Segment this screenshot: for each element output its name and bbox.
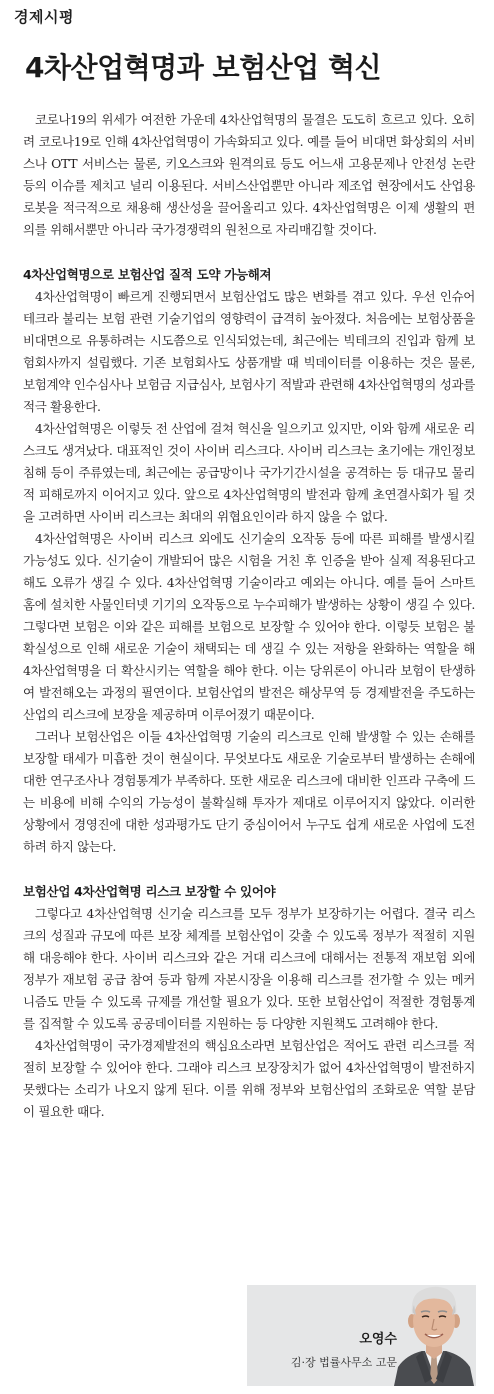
section1-paragraph-2: 4차산업혁명은 이렇듯 전 산업에 걸쳐 혁신을 일으키고 있지만, 이와 함께 새로운 리스크도 생겨났다. 대표적인 것이 사이버 리스크다. 사이버 리스크는 초기에는 개인정보침해 등이 주류였는데, 최근에는 공급망이나 국가기간시설을 공격하는 등 대규모 물리적 피해로까지 이어지고 있다. 앞으로 4차산업혁명의 발전과 함께 초연결사회가 될 것을 고려하면 사이버 리스크는 최대의 위협요인이라 하지 않을 수 없다.: [23, 421, 475, 524]
section-heading-2: 보험산업 4차산업혁명 리스크 보장할 수 있어야: [23, 884, 276, 899]
section-heading-1: 4차산업혁명으로 보험산업 질적 도약 가능해져: [23, 267, 272, 282]
section1-paragraph-4: 그러나 보험산업은 이들 4차산업혁명 기술의 리스크로 인해 발생할 수 있는 손해를 보장할 태세가 미흡한 것이 현실이다. 무엇보다도 새로운 기술로부터 발생하는 손해에 대한 연구조사나 경험통계가 부족하다. 또한 새로운 리스크에 대비한 인프라 구축에 드는 비용에 비해 수익의 가능성이 불확실해 투자가 제대로 이루어지지 않았다. 이러한 상황에서 경영진에 대한 성과평가도 단기 중심이어서 누구도 쉽게 새로운 사업에 도전하려 하지 않는다.: [23, 729, 475, 854]
author-title: 김·장 법률사무소 고문: [290, 1356, 397, 1369]
section2-paragraph-1: 그렇다고 4차산업혁명 신기술 리스크를 모두 정부가 보장하기는 어렵다. 결국 리스크의 성질과 규모에 따른 보장 체계를 보험산업이 갖출 수 있도록 정부가 적절히 지원해 대응해야 한다. 사이버 리스크와 같은 거대 리스크에 대해서는 전통적 재보험 외에 정부가 재보험 공급 참여 등과 함께 자본시장을 이용해 리스크를 전가할 수 있는 메커니즘도 만들 수 있도록 규제를 개선할 필요가 있다. 또한 보험산업이 적절한 경험통계를 집적할 수 있도록 공공데이터를 지원하는 등 다양한 지원책도 고려해야 한다.: [23, 906, 475, 1031]
article-body: [23, 109, 475, 1123]
column-label: 경제시평: [14, 8, 74, 26]
section1-paragraph-1: 4차산업혁명이 빠르게 진행되면서 보험산업도 많은 변화를 겪고 있다. 우선 인슈어테크라 불리는 보험 관련 기술기업의 영향력이 급격히 높아졌다. 처음에는 보험상품을 비대면으로 유통하려는 시도쯤으로 인식되었는데, 최근에는 빅테크의 진입과 함께 보험회사까지 설립했다. 기존 보험회사도 상품개발 때 빅데이터를 이용하는 것은 물론, 보험계약 인수심사나 보험금 지급심사, 보험사기 적발과 관련해 4차산업혁명의 성과를 적극 활용한다.: [23, 289, 475, 414]
section1-paragraph-3: 4차산업혁명은 사이버 리스크 외에도 신기술의 오작동 등에 따른 피해를 발생시킬 가능성도 있다. 신기술이 개발되어 많은 시험을 거친 후 인증을 받아 실제 적용된다고 해도 오류가 생길 수 있다. 4차산업혁명 기술이라고 예외는 아니다. 예를 들어 스마트홈에 설치한 사물인터넷 기기의 오작동으로 누수피해가 발생하는 상황이 생길 수 있다. 그렇다면 보험은 이와 같은 피해를 보험으로 보장할 수 있어야 한다. 이렇듯 보험은 불확실성으로 인해 새로운 기술이 채택되는 데 생길 수 있는 저항을 완화하는 역할을 해 4차산업혁명을 더 확산시키는 역할을 해야 한다. 이는 당위론이 아니라 보험이 탄생하여 발전해오는 과정의 필연이다. 보험산업의 발전은 해상무역 등 경제발전을 주도하는 산업의 리스크에 보장을 제공하며 이루어졌기 때문이다.: [23, 531, 475, 722]
intro-paragraph: 코로나19의 위세가 여전한 가운데 4차산업혁명의 물결은 도도히 흐르고 있다. 오히려 코로나19로 인해 4차산업혁명이 가속화되고 있다. 예를 들어 비대면 화상회의 서비스나 OTT 서비스는 물론, 키오스크와 원격의료 등도 어느새 고용문제나 안전성 논란 등의 이슈를 제치고 널리 이용된다. 서비스산업뿐만 아니라 제조업 현장에서도 산업용 로봇을 적극적으로 채용해 생산성을 끌어올리고 있다. 4차산업혁명은 이제 생활의 편의를 위해서뿐만 아니라 국가경쟁력의 원천으로 자리매김할 것이다.: [23, 112, 475, 237]
headline: 4차산업혁명과 보험산업 혁신: [25, 51, 382, 84]
author-name: 오영수: [359, 1332, 397, 1347]
section2-paragraph-2: 4차산업혁명이 국가경제발전의 핵심요소라면 보험산업은 적어도 관련 리스크를 적절히 보장할 수 있어야 한다. 그래야 리스크 보장장치가 없어 4차산업혁명이 발전하지 못했다는 소리가 나오지 않게 된다. 이를 위해 정부와 보험산업의 조화로운 역할 분담이 필요한 때다.: [23, 1038, 475, 1119]
section-spacer: [23, 241, 475, 264]
section-spacer: [23, 858, 475, 881]
author-portrait-icon: [392, 1283, 476, 1386]
